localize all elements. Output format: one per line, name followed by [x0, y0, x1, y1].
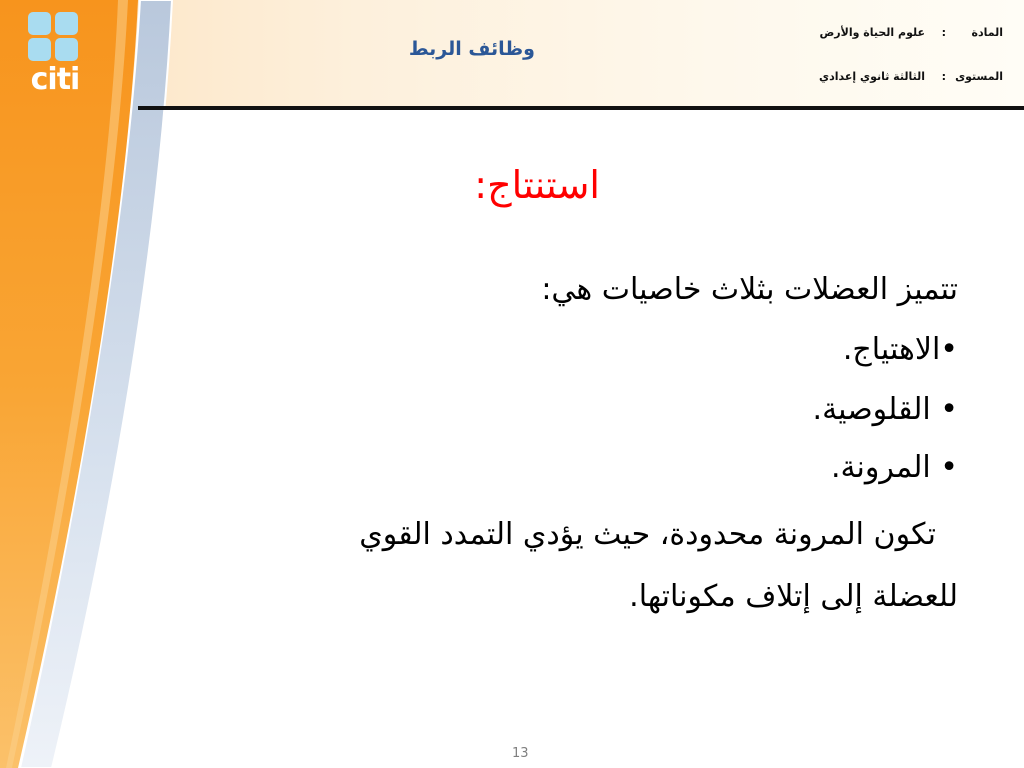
- body-line-note-2: للعضلة إلى إتلاف مكوناتها.: [629, 579, 958, 614]
- logo-square: [55, 12, 78, 35]
- orange-swoosh-decoration: [0, 0, 200, 768]
- header-title: وظائف الربط: [408, 38, 535, 60]
- level-separator: :: [941, 70, 946, 83]
- header-divider: [138, 106, 1024, 110]
- subject-separator: :: [941, 26, 946, 39]
- page-number: 13: [512, 746, 529, 761]
- citi-logo: [26, 10, 86, 98]
- logo-square: [28, 12, 51, 35]
- logo-square: [55, 38, 78, 61]
- bullet-excitability: •الاهتياج.: [842, 332, 958, 367]
- bullet-elasticity: • المرونة.: [830, 450, 958, 485]
- logo-text: citi: [30, 62, 80, 97]
- bullet-contractility: • القلوصية.: [812, 392, 958, 427]
- logo-square: [28, 38, 51, 61]
- body-line-intro: تتميز العضلات بثلاث خاصيات هي:: [541, 272, 958, 307]
- body-line-note-1: تكون المرونة محدودة، حيث يؤدي التمدد القوي: [359, 517, 936, 552]
- subject-label: المادة: [971, 26, 1003, 39]
- level-value: الثالثة ثانوي إعدادي: [819, 70, 925, 83]
- slide-heading: استنتاج:: [474, 163, 600, 207]
- subject-value: علوم الحياة والأرض: [819, 26, 925, 39]
- level-label: المستوى: [955, 70, 1003, 83]
